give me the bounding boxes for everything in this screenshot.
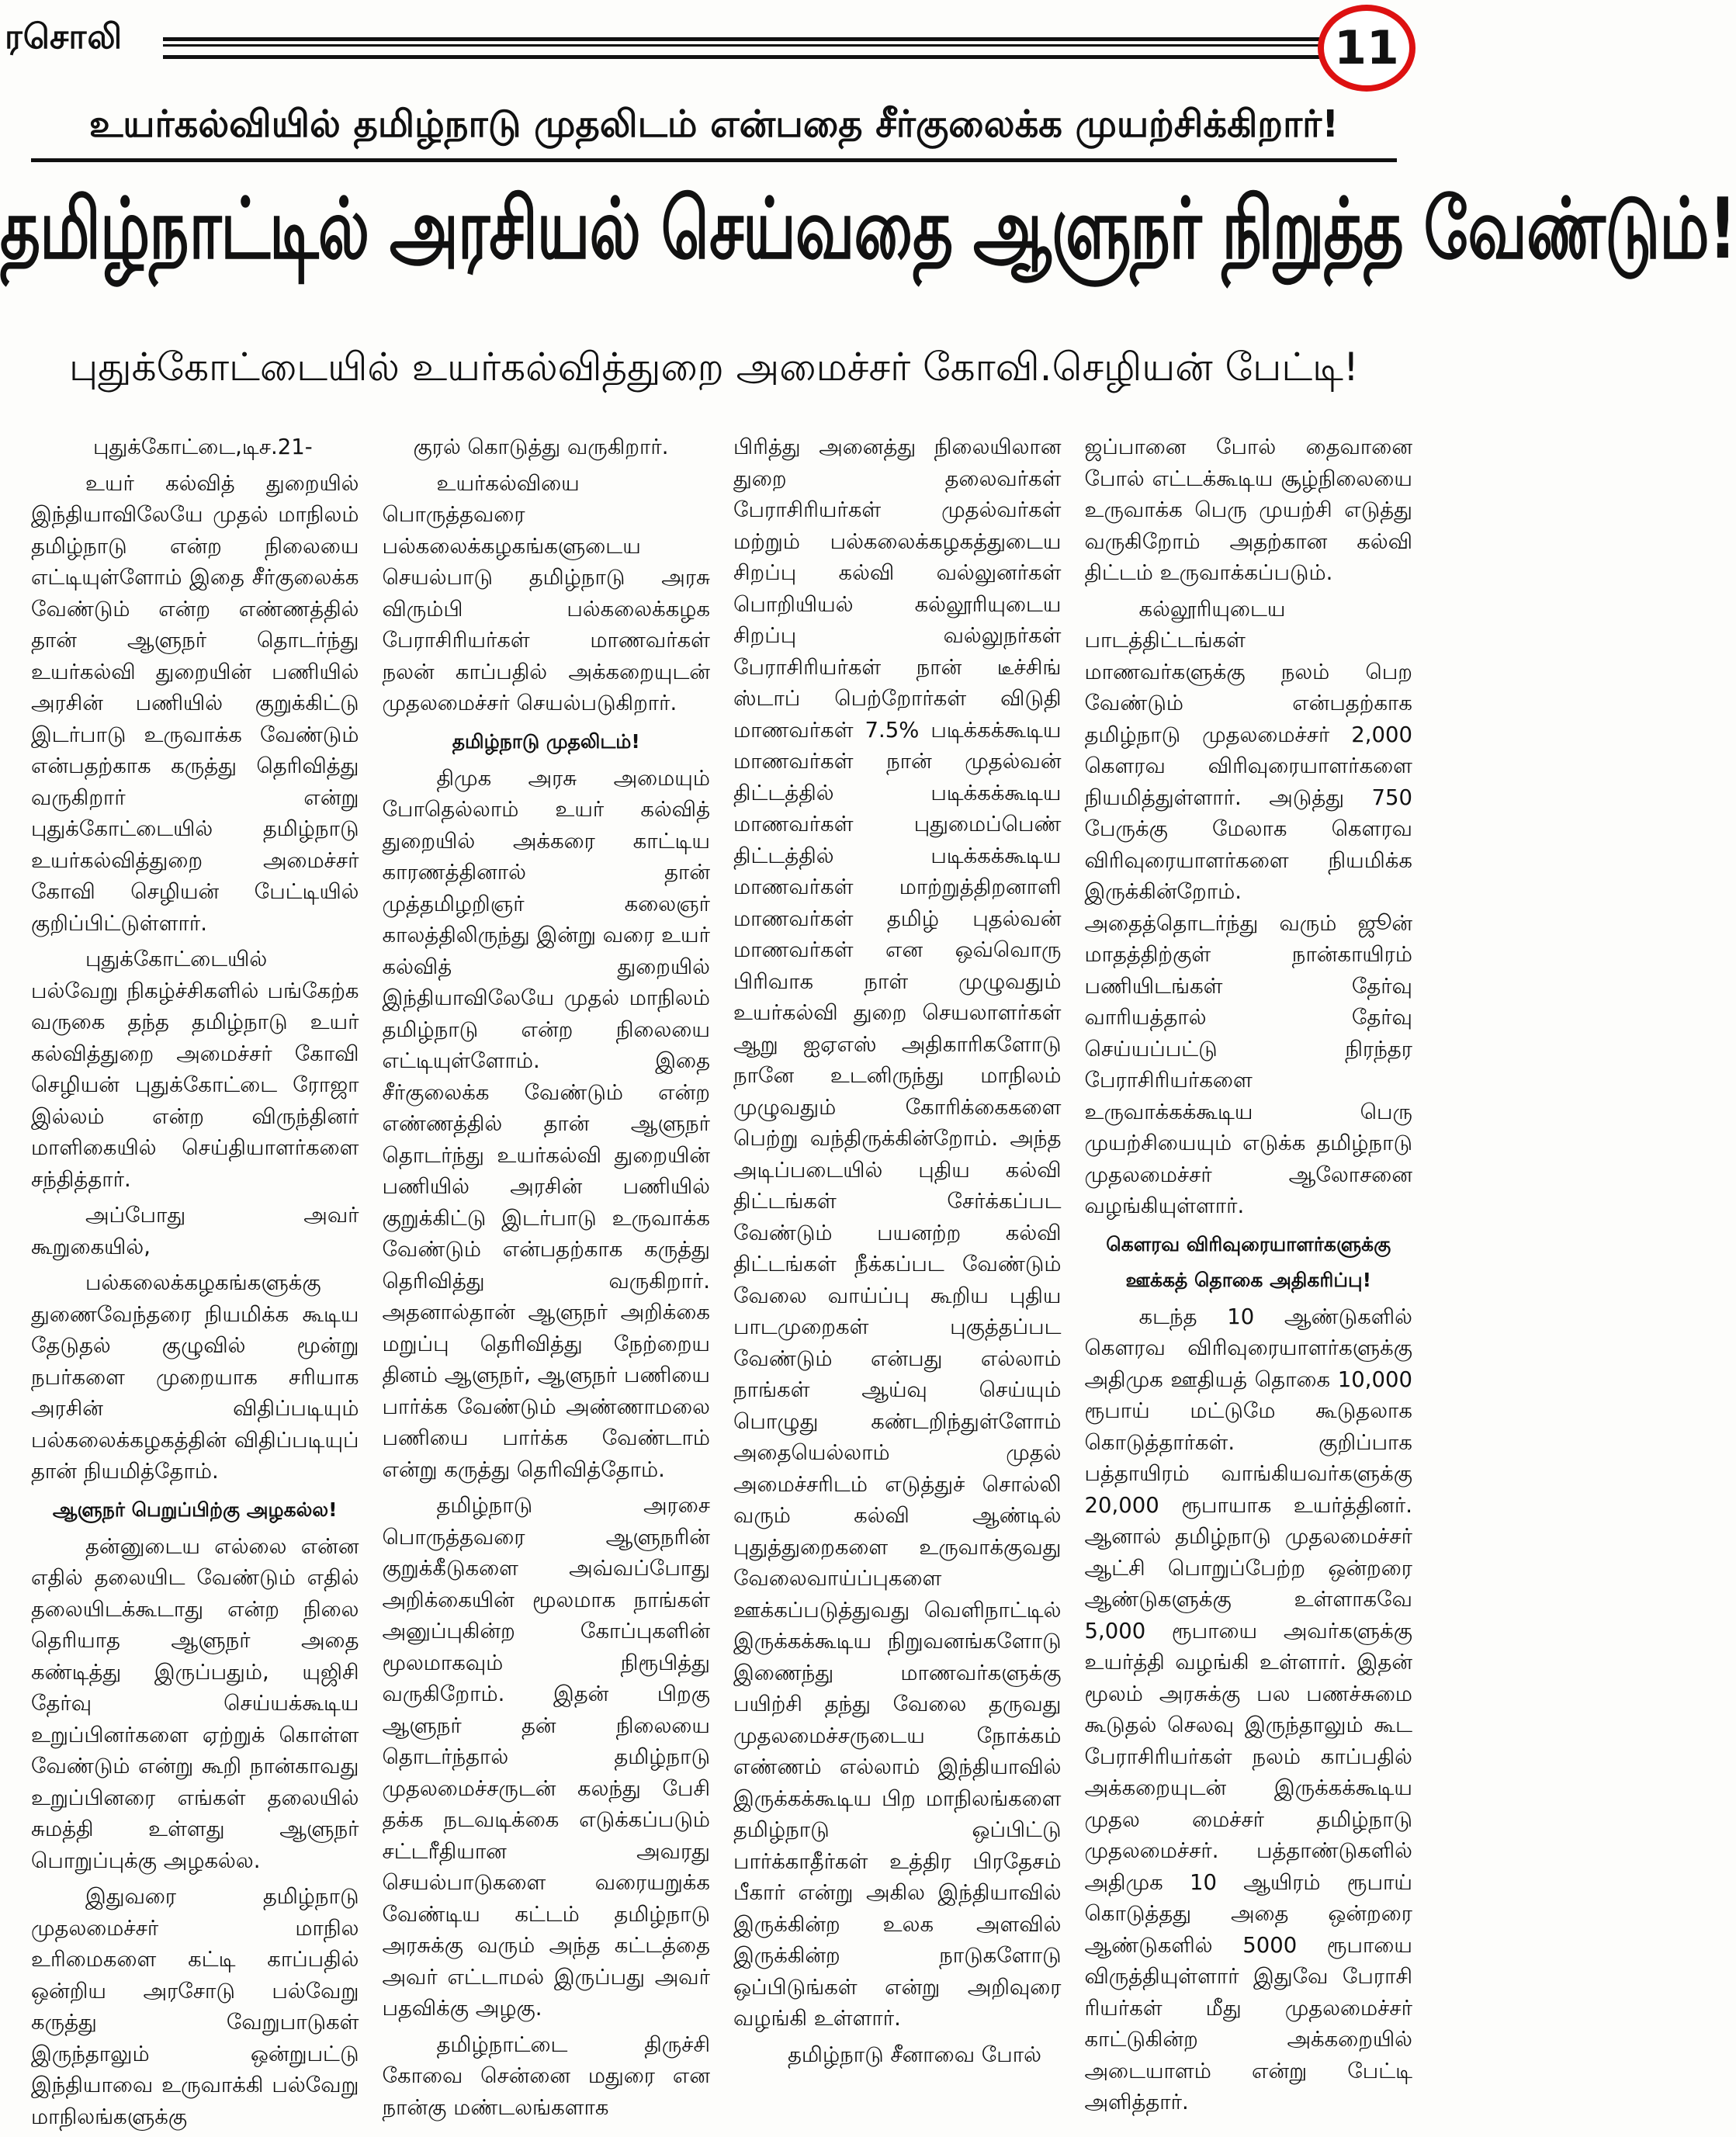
- newspaper-name: ரசொலி: [5, 17, 123, 57]
- masthead: [0, 0, 1426, 93]
- section-heading: தமிழ்நாடு முதலிடம்!: [452, 729, 640, 753]
- article-body: [31, 431, 1412, 2129]
- paragraph: பிரித்து அனைத்து நிலையிலான துறை தலைவர்கள் பேராசிரியர்கள் முதல்வர்கள் மற்றும் பல்கலைக்கழகத்துடைய சிறப்பு கல்வி வல்லுனர்கள் பொறியியல் கல்லூரியுடைய சிறப்பு வல்லுநர்கள் பேராசிரியர்கள் நான் டீச்சிங் ஸ்டாப் பெற்றோர்கள் விடுதி மாணவர்கள் 7.5% படிக்கக்கூடிய மாணவர்கள் நான் முதல்வன் திட்டத்தில் படிக்கக்கூடிய மாணவர்கள் புதுமைப்பெண் திட்டத்தில் படிக்கக்கூடிய மாணவர்கள் மாற்றுத்திறனாளி மாணவர்கள் தமிழ் புதல்வன் மாணவர்கள் என ஒவ்வொரு பிரிவாக நாள் முழுவதும் உயர்கல்வி துறை செயலாளர்கள் ஆறு ஐஏஎஸ் அதிகாரிகளோடு நானே உடனிருந்து மாநிலம் முழுவதும் கோரிக்கைகளை பெற்று வந்திருக்கின்றோம். அந்த அடிப்படையில் புதிய கல்வி திட்டங்கள் சேர்க்கப்பட வேண்டும் பயனற்ற கல்வி திட்டங்கள் நீக்கப்பட வேண்டும் வேலை வாய்ப்பு கூறிய புதிய பாடமுறைகள் புகுத்தப்பட வேண்டும் என்பது எல்லாம் நாங்கள் ஆய்வு செய்யும் பொழுது கண்டறிந்துள்ளோம் அதையெல்லாம் முதல் அமைச்சரிடம் எடுத்துச் சொல்லி வரும் கல்வி ஆண்டில் புதுத்துறைகளை உருவாக்குவது வேலைவாய்ப்புகளை ஊக்கப்படுத்துவது வெளிநாட்டில் இருக்கக்கூடிய நிறுவனங்களோடு இணைந்து மாணவர்களுக்கு பயிற்சி தந்து வேலை தருவது முதலமைச்சருடைய நோக்கம் எண்ணம் எல்லாம் இந்தியாவில் இருக்கக்கூடிய பிற மாநிலங்களை தமிழ்நாடு ஒப்பிட்டு பார்க்காதீர்கள் உத்திர பிரதேசம் பீகார் என்று அகில இந்தியாவில் இருக்கின்ற உலக அளவில் இருக்கின்ற நாடுகளோடு ஒப்பிடுங்கள் என்று அறிவுரை வழங்கி உள்ளார்.: [733, 435, 1062, 2031]
- column-2: [383, 431, 711, 2137]
- paragraph: தமிழ்நாட்டை திருச்சி கோவை சென்னை மதுரை என நான்கு மண்டலங்களாக: [382, 2031, 710, 2120]
- paragraph: தன்னுடைய எல்லை என்ன எதில் தலையிட வேண்டும் எதில் தலையிடக்கூடாது என்ற நிலை தெரியாத ஆளுநர் அதை கண்டித்து இருப்பதும், யுஜிசி தேர்வு செய்யக்கூடிய உறுப்பினர்களை ஏற்றுக் கொள்ள வேண்டும் என்று கூறி நான்காவது உறுப்பினரை எங்கள் தலையில் சுமத்தி உள்ளது ஆளுநர் பொறுப்புக்கு அழகல்ல.: [31, 1533, 359, 1873]
- masthead-rule: [163, 37, 1319, 59]
- paragraph: புதுக்கோட்டையில் பல்வேறு நிகழ்ச்சிகளில் பங்கேற்க வருகை தந்த தமிழ்நாடு உயர் கல்வித்துறை அமைச்சர் கோவி செழியன் புதுக்கோட்டை ரோஜா இல்லம் என்ற விருந்தினர் மாளிகையில் செய்தியாளர்களை சந்தித்தார்.: [31, 947, 359, 1192]
- column-1: [31, 431, 359, 2137]
- paragraph: பல்கலைக்கழகங்களுக்கு துணைவேந்தரை நியமிக்க கூடிய தேடுதல் குழுவில் மூன்று நபர்களை முறையாக சரியாக அரசின் விதிப்படியும் பல்கலைக்கழகத்தின் விதிப்படியுப் தான் நியமித்தோம்.: [31, 1270, 359, 1484]
- paragraph: உயர் கல்வித் துறையில் இந்தியாவிலேயே முதல் மாநிலம் தமிழ்நாடு என்ற நிலையை எட்டியுள்ளோம் இதை சீர்குலைக்க வேண்டும் என்ற எண்ணத்தில் தான் ஆளுநர் தொடர்ந்து உயர்கல்வி துறையின் பணியில் அரசின் பணியில் குறுக்கிட்டு இடர்பாடு உருவாக்க வேண்டும் என்பதற்காக கருத்து தெரிவித்து வருகிறார் என்று புதுக்கோட்டையில் தமிழ்நாடு உயர்கல்வித்துறை அமைச்சர் கோவி செழியன் பேட்டியில் குறிப்பிட்டுள்ளார்.: [31, 470, 359, 936]
- section-heading: ஊக்கத் தொகை அதிகரிப்பு!: [1125, 1268, 1371, 1291]
- paragraph: ஜப்பானை போல் தைவானை போல் எட்டக்கூடிய சூழ்நிலையை உருவாக்க பெரு முயற்சி எடுத்து வருகிறோம் அதற்கான கல்வி திட்டம் உருவாக்கப்படும்.: [1084, 435, 1412, 585]
- section-heading: ஆளுநர் பெறுப்பிற்கு அழகல்ல!: [52, 1498, 338, 1521]
- paragraph: குரல் கொடுத்து வருகிறார்.: [413, 435, 669, 459]
- paragraph: தமிழ்நாடு அரசை பொருத்தவரை ஆளுநரின் குறுக்கீடுகளை அவ்வப்போது அறிக்கையின் மூலமாக நாங்கள் அனுப்புகின்ற கோப்புகளின் மூலமாகவும் நிரூபித்து வருகிறோம். இதன் பிறகு ஆளுநர் தன் நிலையை தொடர்ந்தால் தமிழ்நாடு முதலமைச்சருடன் கலந்து பேசி தக்க நடவடிக்கை எடுக்கப்படும் சட்டரீதியான அவரது செயல்பாடுகளை வரையறுக்க வேண்டிய கட்டம் தமிழ்நாடு அரசுக்கு வரும் அந்த கட்டத்தை அவர் எட்டாமல் இருப்பது அவர் பதவிக்கு அழகு.: [382, 1493, 710, 2021]
- section-heading: கௌரவ விரிவுரையாளர்களுக்கு: [1106, 1232, 1391, 1256]
- paragraph: திமுக அரசு அமையும் போதெல்லாம் உயர் கல்வித் துறையில் அக்கரை காட்டிய காரணத்தினால் தான் முத்தமிழறிஞர் கலைஞர் காலத்திலிருந்து இன்று வரை உயர் கல்வித் துறையில் இந்தியாவிலேயே முதல் மாநிலம் தமிழ்நாடு என்ற நிலையை எட்டியுள்ளோம். இதை சீர்குலைக்க வேண்டும் என்ற எண்ணத்தில் தான் ஆளுநர் தொடர்ந்து உயர்கல்வி துறையின் பணியில் அரசின் பணியில் குறுக்கிட்டு இடர்பாடு உருவாக்க வேண்டும் என்பதற்காக கருத்து தெரிவித்து வருகிறார். அதனால்தான் ஆளுநர் அறிக்கை மறுப்பு தெரிவித்து நேற்றைய தினம் ஆளுநர், ஆளுநர் பணியை பார்க்க வேண்டும் அண்ணாமலை பணியை பார்க்க வேண்டாம் என்று கருத்து தெரிவித்தோம்.: [382, 765, 710, 1482]
- column-3: [733, 431, 1062, 2137]
- paragraph: தமிழ்நாடு சீனாவை போல்: [788, 2042, 1041, 2067]
- article-headline: தமிழ்நாட்டில் அரசியல் செய்வதை ஆளுநர் நிறுத்த வேண்டும்!: [0, 180, 1736, 278]
- paragraph: அப்போது அவர் கூறுகையில்,: [31, 1203, 359, 1259]
- paragraph: இதுவரை தமிழ்நாடு முதலமைச்சர் மாநில உரிமைகளை கட்டி காப்பதில் ஒன்றிய அரசோடு பல்வேறு கருத்து வேறுபாடுகள் இருந்தாலும் ஒன்றுபட்டு இந்தியாவை உருவாக்கி பல்வேறு மாநிலங்களுக்கு: [31, 1884, 359, 2129]
- article-subhead: புதுக்கோட்டையில் உயர்கல்வித்துறை அமைச்சர் கோவி.செழியன் பேட்டி!: [69, 345, 1359, 390]
- column-4: [1085, 431, 1413, 2137]
- paragraph: கல்லூரியுடைய பாடத்திட்டங்கள் மாணவர்களுக்கு நலம் பெற வேண்டும் என்பதற்காக தமிழ்நாடு முதலமைச்சர் 2,000 கௌரவ விரிவுரையாளர்களை நியமித்துள்ளார். அடுத்து 750 பேருக்கு மேலாக கௌரவ விரிவுரையாளர்களை நியமிக்க இருக்கின்றோம். அதைத்தொடர்ந்து வரும் ஜூன் மாதத்திற்குள் நான்காயிரம் பணியிடங்கள் தேர்வு வாரியத்தால் தேர்வு செய்யப்பட்டு நிரந்தர பேராசிரியர்களை உருவாக்கக்கூடிய பெரு முயற்சியையும் எடுக்க தமிழ்நாடு முதலமைச்சர் ஆலோசனை வழங்கியுள்ளார்.: [1084, 596, 1412, 1218]
- dateline: புதுக்கோட்டை,டிச.21-: [93, 435, 313, 459]
- paragraph: கடந்த 10 ஆண்டுகளில் கௌரவ விரிவுரையாளர்களுக்கு அதிமுக ஊதியத் தொகை 10,000 ரூபாய் மட்டுமே கூடுதலாக கொடுத்தார்கள். குறிப்பாக பத்தாயிரம் வாங்கியவர்களுக்கு 20,000 ரூபாயாக உயர்த்தினர். ஆனால் தமிழ்நாடு முதலமைச்சர் ஆட்சி பொறுப்பேற்ற ஒன்றரை ஆண்டுகளுக்கு உள்ளாகவே 5,000 ரூபாயை அவர்களுக்கு உயர்த்தி வழங்கி உள்ளார். இதன் மூலம் அரசுக்கு பல பணச்சுமை கூடுதல் செலவு இருந்தாலும் கூட பேராசிரியர்கள் நலம் காப்பதில் அக்கறையுடன் இருக்கக்கூடிய முதல மைச்சர் தமிழ்நாடு முதலமைச்சர். பத்தாண்டுகளில் அதிமுக 10 ஆயிரம் ரூபாய் கொடுத்தது அதை ஒன்றரை ஆண்டுகளில் 5000 ரூபாயை விருத்தியுள்ளார் இதுவே பேராசி ரியர்கள் மீது முதலமைச்சர் காட்டுகின்ற அக்கறையில் அடையாளம் என்று பேட்டி அளித்தார்.: [1084, 1304, 1412, 2114]
- paragraph: உயர்கல்வியை பொருத்தவரை பல்கலைக்கழகங்களுடைய செயல்பாடு தமிழ்நாடு அரசு விரும்பி பல்கலைக்கழக பேராசிரியர்கள் மாணவர்கள் நலன் காப்பதில் அக்கறையுடன் முதலமைச்சர் செயல்படுகிறார்.: [382, 470, 710, 715]
- article-kicker: உயர்கல்வியில் தமிழ்நாடு முதலிடம் என்பதை சீர்குலைக்க முயற்சிக்கிறார்!: [31, 102, 1397, 162]
- page-number-badge: 11: [1318, 5, 1415, 92]
